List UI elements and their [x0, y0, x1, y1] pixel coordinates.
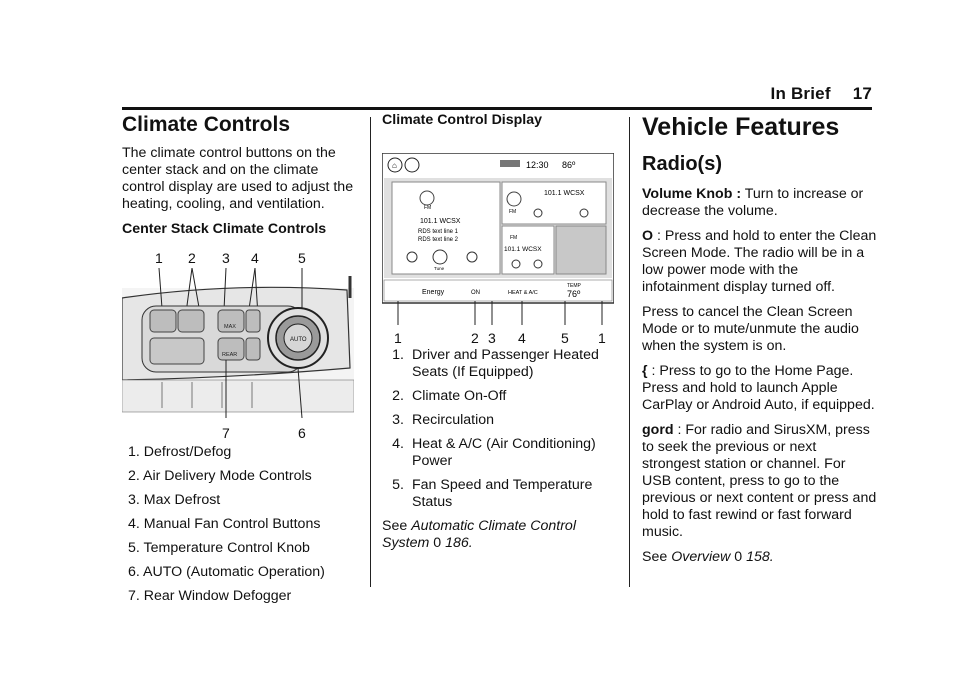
callout: 5 [561, 330, 569, 346]
seek-back-icon: g [642, 422, 651, 438]
max-label: MAX [224, 324, 236, 330]
callout: 1 [394, 330, 402, 346]
station-name: 101.1 WCSX [420, 218, 461, 225]
center-stack-figure [122, 250, 354, 441]
reference-link[interactable]: Overview [671, 549, 731, 565]
band-label: FM [424, 205, 432, 211]
rds-line: RDS text line 2 [418, 237, 459, 243]
list-item: 6. AUTO (Automatic Operation) [128, 564, 325, 580]
callout: 5 [298, 250, 306, 266]
page-ref-arrow: 0 [433, 535, 442, 551]
rds-line: RDS text line 1 [418, 229, 459, 235]
intro-paragraph: The climate control buttons on the center stack and on the climate control display are used to adjust the heating, cooling, and ventilation. [122, 145, 354, 212]
callout: 7 [222, 425, 230, 441]
callout: 4 [518, 330, 526, 346]
column-divider [629, 117, 630, 587]
display-callouts [382, 330, 614, 348]
figure-callouts-top [122, 250, 354, 268]
section-heading: Vehicle Features [642, 113, 840, 141]
home-paragraph: { : Press to go to the Home Page. Press and hold to launch Apple CarPlay or Android Auto, if equipped. [642, 363, 875, 413]
callout: 2 [188, 250, 196, 266]
header-rule [122, 107, 872, 110]
list-item: 2. Air Delivery Mode Controls [128, 468, 312, 484]
seek-forward-icon: d [664, 422, 674, 438]
band-label: FM [509, 209, 517, 215]
page-number: 17 [852, 84, 872, 103]
legend-list [122, 444, 357, 605]
power-icon: O [642, 228, 654, 244]
auto-label: AUTO [290, 337, 307, 343]
callout: 1 [598, 330, 606, 346]
seek-paragraph: gord : For radio and SirusXM, press to seek the previous or next strongest station or channel. For USB content, press to go to the previous or next content or press and hold to fast rewind or fast forward music. [642, 422, 877, 540]
home-icon: ⌂ [392, 161, 397, 170]
power-paragraph: O : Press and hold to enter the Clean Screen Mode. The radio will be in a low power mode with the infotainment display turned off. [642, 228, 877, 295]
on-label: ON [471, 290, 480, 296]
callout: 4 [251, 250, 259, 266]
subsection-heading: Radio(s) [642, 153, 722, 175]
subheading: Center Stack Climate Controls [122, 221, 327, 237]
page-ref-arrow: 0 [734, 549, 743, 565]
band-label: FM [510, 235, 518, 241]
temp-label: TEMP [567, 283, 581, 289]
climate-panel-illustration [122, 268, 354, 420]
outside-temp: 86º [562, 160, 576, 170]
climate-controls-column [122, 112, 357, 612]
list-item: 1. Defrost/Defog [128, 444, 232, 460]
station-name: 101.1 WCSX [504, 246, 542, 253]
callout: 1 [155, 250, 163, 266]
list-item: 4. Manual Fan Control Buttons [128, 516, 321, 532]
volume-paragraph: Volume Knob : Turn to increase or decrease the volume. [642, 186, 864, 219]
infotainment-screen-illustration [382, 153, 614, 325]
list-item: 1. Driver and Passenger Heated Seats (If Equipped) [392, 347, 599, 380]
temp-value: 76º [567, 289, 581, 299]
list-item: 3. Max Defrost [128, 492, 221, 508]
list-item: 7. Rear Window Defogger [128, 588, 292, 604]
power-paragraph-2: Press to cancel the Clean Screen Mode or to mute/unmute the audio when the system is on. [642, 304, 859, 354]
clock: 12:30 [526, 160, 549, 170]
climate-display-column [382, 112, 622, 560]
list-item: 5. Fan Speed and Temperature Status [392, 477, 593, 510]
subheading: Climate Control Display [382, 112, 543, 128]
callout: 2 [471, 330, 479, 346]
heat-ac-label: HEAT & A/C [508, 290, 538, 296]
climate-display-figure [382, 153, 614, 346]
callout: 6 [298, 425, 306, 441]
cross-reference: See Automatic Climate Control System 0 186. [382, 518, 576, 551]
callout: 3 [222, 250, 230, 266]
page-header [771, 84, 872, 104]
figure-callouts-bottom [122, 425, 354, 443]
list-item: 3. Recirculation [392, 412, 495, 428]
legend-list [382, 347, 622, 511]
list-item: 2. Climate On-Off [392, 388, 507, 404]
cross-reference: See Overview 0 158. [642, 549, 774, 565]
section-heading: Climate Controls [122, 113, 291, 136]
station-name: 101.1 WCSX [544, 190, 585, 197]
vehicle-features-column [642, 112, 877, 574]
list-item: 5. Temperature Control Knob [128, 540, 310, 556]
column-divider [370, 117, 371, 587]
energy-label: Energy [422, 289, 445, 296]
rear-label: REAR [222, 352, 238, 358]
tune-label: Tune [434, 266, 445, 271]
page-ref: 186. [445, 535, 473, 551]
reference-link[interactable]: Automatic Climate Control System [382, 518, 576, 551]
section-title: In Brief [770, 84, 831, 103]
home-icon: { [642, 363, 648, 379]
page-ref: 158. [746, 549, 774, 565]
callout: 3 [488, 330, 496, 346]
list-item: 4. Heat & A/C (Air Conditioning) Power [392, 436, 596, 469]
